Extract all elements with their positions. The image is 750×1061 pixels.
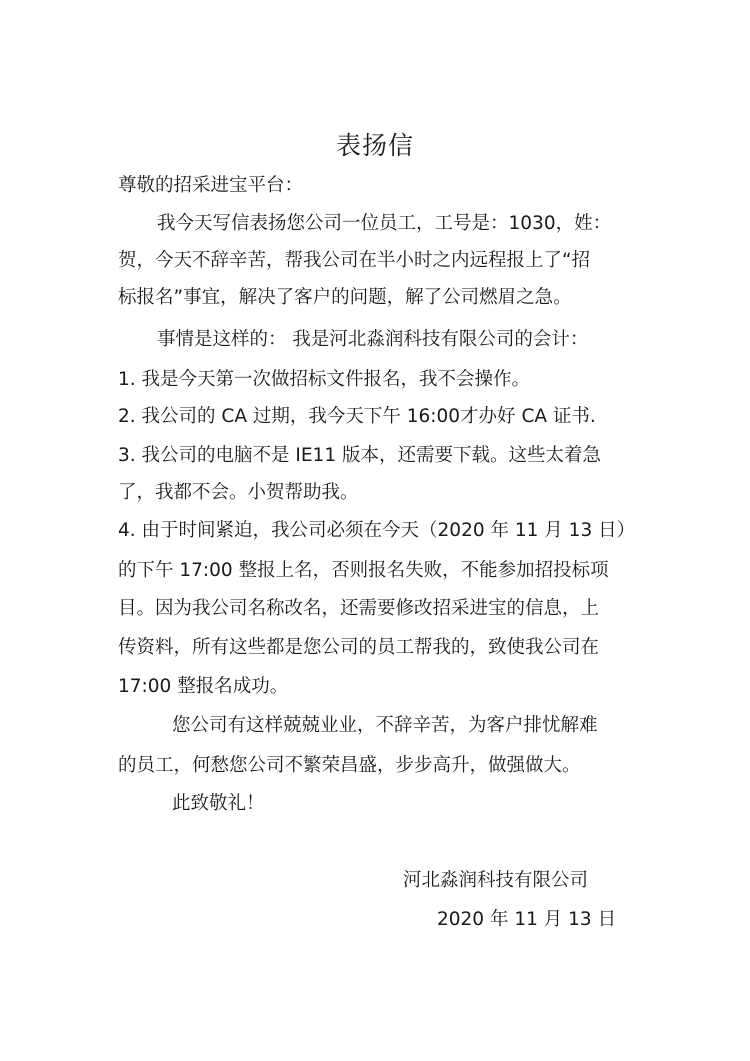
list-item-4-line-5: 17:00 整报名成功。 [118,676,289,697]
signature-company: 河北淼润科技有限公司 [403,870,589,891]
list-item-3-line-1: 3. 我公司的电脑不是 IE11 版本，还需要下载。这些太着急 [118,445,601,466]
list-item-4-line-2: 的下午 17:00 整报上名，否则报名失败，不能参加招投标项 [118,560,609,581]
list-item-3-line-2: 了，我都不会。小贺帮助我。 [118,482,359,503]
paragraph-2: 事情是这样的： 我是河北淼润科技有限公司的会计： [157,329,589,350]
list-item-1: 1. 我是今天第一次做招标文件报名，我不会操作。 [118,369,531,390]
letter-salutation: 尊敬的招采进宝平台： [118,175,304,196]
letter-title: 表扬信 [335,131,414,160]
list-item-4-line-3: 目。因为我公司名称改名，还需要修改招采进宝的信息，上 [118,598,600,619]
paragraph-1-line-2: 贺，今天不辞辛苦，帮我公司在半小时之内远程报上了“招 [118,250,591,271]
list-item-4-line-4: 传资料，所有这些都是您公司的员工帮我的，致使我公司在 [118,637,600,658]
list-item-2: 2. 我公司的 CA 过期，我今天下午 16:00才办好 CA 证书. [118,406,596,427]
closing-line-2: 的员工，何愁您公司不繁荣昌盛，步步高升，做强做大。 [118,755,581,776]
list-item-4-line-1: 4. 由于时间紧迫，我公司必须在今天（2020 年 11 月 13 日） [118,520,636,541]
paragraph-1-line-3: 标报名”事宜，解决了客户的问题，解了公司燃眉之急。 [118,287,572,308]
closing-line-1: 您公司有这样兢兢业业，不辞辛苦，为客户排忧解难 [172,715,598,736]
letter-regards: 此致敬礼！ [172,793,265,814]
paragraph-1-line-1: 我今天写信表扬您公司一位员工，工号是：1030，姓： [157,213,612,234]
signature-date: 2020 年 11 月 13 日 [437,909,617,930]
